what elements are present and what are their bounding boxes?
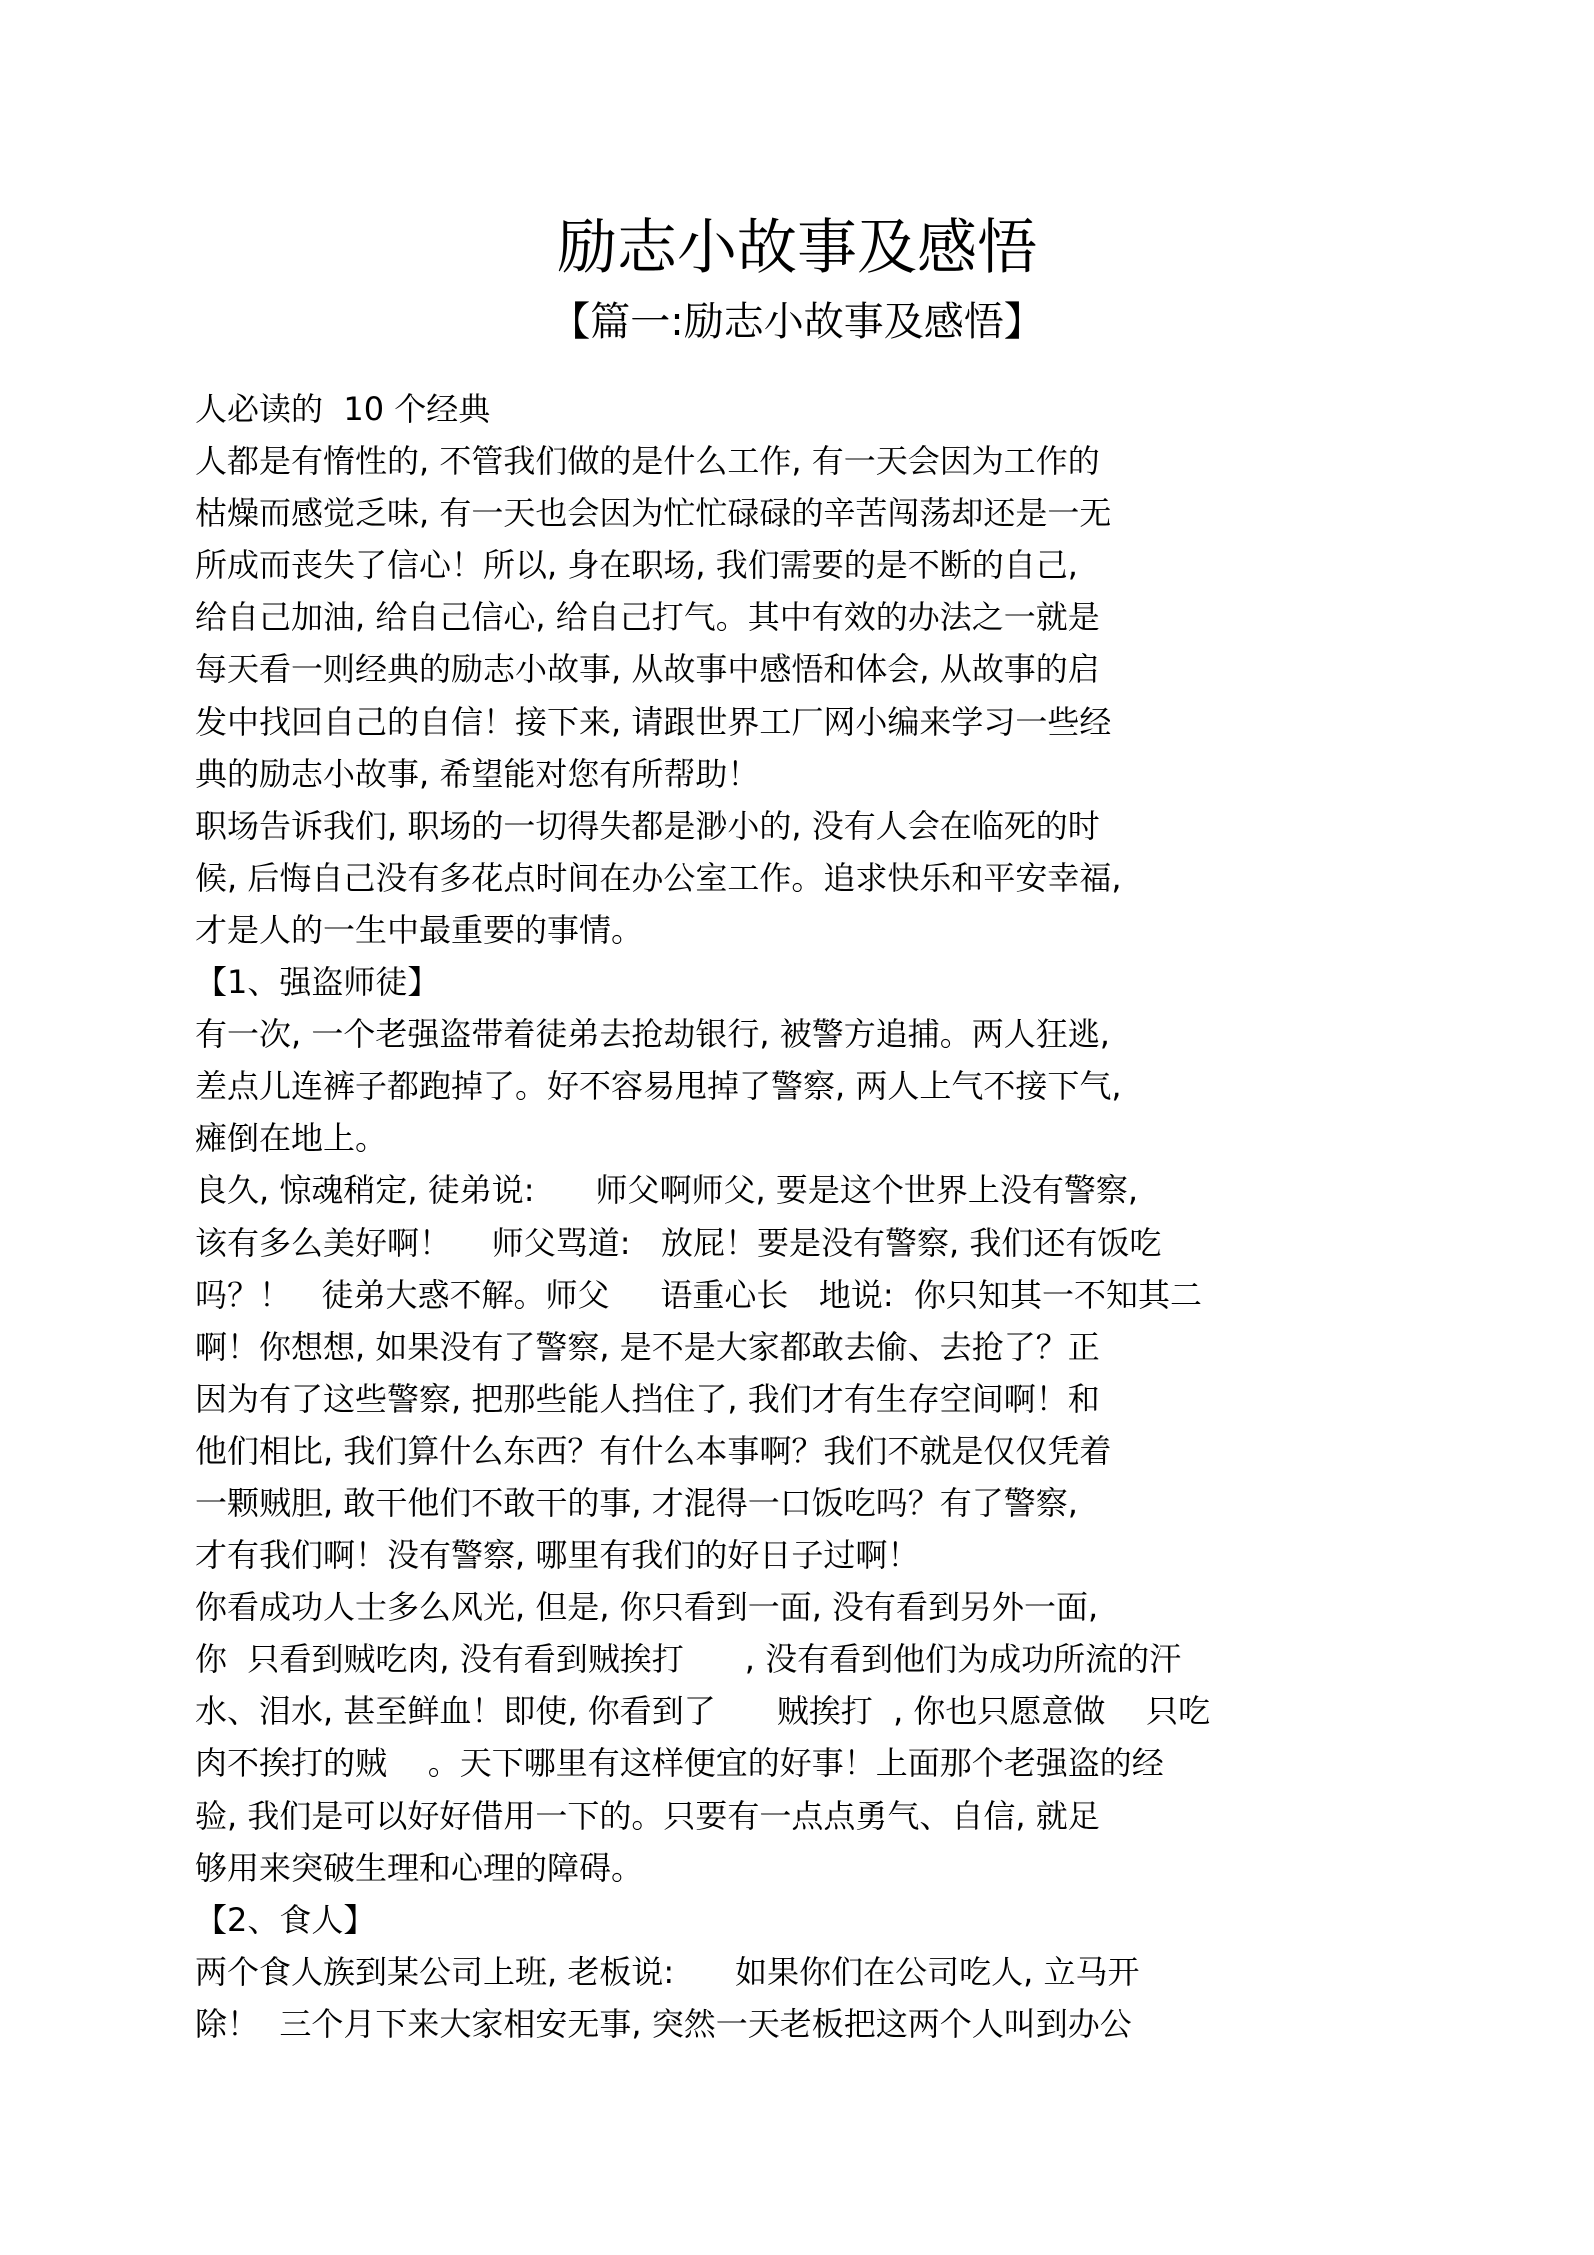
text-line: 水、泪水, 甚至鲜血！即使, 你看到了 贼挨打 , 你也只愿意做 只吃: [195, 1692, 1211, 1731]
document-subtitle: 【篇一:励志小故事及感悟】: [550, 299, 1044, 345]
text-line: 每天看一则经典的励志小故事, 从故事中感悟和体会, 从故事的启: [195, 650, 1100, 689]
text-line: 因为有了这些警察, 把那些能人挡住了, 我们才有生存空间啊！和: [195, 1379, 1100, 1418]
text-line: 肉不挨打的贼 。天下哪里有这样便宜的好事！上面那个老强盗的经: [195, 1744, 1164, 1783]
text-line: 才有我们啊！没有警察, 哪里有我们的好日子过啊！: [195, 1536, 920, 1575]
text-line: 良久, 惊魂稍定, 徒弟说: 师父啊师父, 要是这个世界上没有警察,: [195, 1171, 1139, 1210]
text-line: 职场告诉我们, 职场的一切得失都是渺小的, 没有人会在临死的时: [195, 806, 1100, 845]
text-line: 瘫倒在地上。: [195, 1119, 388, 1158]
text-line: 该有多么美好啊！ 师父骂道: 放屁！要是没有警察, 我们还有饭吃: [195, 1223, 1162, 1262]
text-line: 枯燥而感觉乏味, 有一天也会因为忙忙碌碌的辛苦闯荡却还是一无: [195, 494, 1112, 533]
text-line: 人都是有惰性的, 不管我们做的是什么工作, 有一天会因为工作的: [195, 442, 1100, 481]
text-line: 验, 我们是可以好好借用一下的。只要有一点点勇气、自信, 就足: [195, 1796, 1100, 1835]
text-line: 发中找回自己的自信！接下来, 请跟世界工厂网小编来学习一些经: [195, 702, 1112, 741]
text-line: 【1、强盗师徒】: [195, 963, 440, 1002]
text-line: 所成而丧失了信心！所以, 身在职场, 我们需要的是不断的自己,: [195, 546, 1078, 585]
text-line: 【2、食人】: [195, 1900, 376, 1939]
text-line: 差点儿连裤子都跑掉了。好不容易甩掉了警察, 两人上气不接下气,: [195, 1067, 1122, 1106]
text-line: 一颗贼胆, 敢干他们不敢干的事, 才混得一口饭吃吗？有了警察,: [195, 1483, 1078, 1522]
text-line: 你看成功人士多么风光, 但是, 你只看到一面, 没有看到另外一面,: [195, 1588, 1099, 1627]
text-line: 典的励志小故事, 希望能对您有所帮助！: [195, 754, 760, 793]
text-line: 除！ 三个月下来大家相安无事, 突然一天老板把这两个人叫到办公: [195, 2004, 1132, 2043]
document-body: [195, 383, 1565, 2050]
text-line: 给自己加油, 给自己信心, 给自己打气。其中有效的办法之一就是: [195, 598, 1100, 637]
text-line: 有一次, 一个老强盗带着徒弟去抢劫银行, 被警方追捕。两人狂逃,: [195, 1015, 1110, 1054]
document-title: 励志小故事及感悟: [557, 213, 1037, 283]
text-line: 吗？！ 徒弟大惑不解。师父 语重心长 地说: 你只知其一不知其二: [195, 1275, 1203, 1314]
text-line: 两个食人族到某公司上班, 老板说: 如果你们在公司吃人, 立马开: [195, 1952, 1140, 1991]
text-line: 人必读的 10 个经典: [195, 390, 491, 428]
text-line: 他们相比, 我们算什么东西？有什么本事啊？我们不就是仅仅凭着: [195, 1431, 1112, 1470]
text-line: 才是人的一生中最重要的事情。: [195, 910, 644, 949]
text-line: 够用来突破生理和心理的障碍。: [195, 1848, 644, 1887]
text-line: 候, 后悔自己没有多花点时间在办公室工作。追求快乐和平安幸福,: [195, 858, 1122, 897]
text-line: 啊！你想想, 如果没有了警察, 是不是大家都敢去偷、去抢了？正: [195, 1327, 1100, 1366]
text-line: 你 只看到贼吃肉, 没有看到贼挨打 , 没有看到他们为成功所流的汗: [195, 1640, 1182, 1679]
